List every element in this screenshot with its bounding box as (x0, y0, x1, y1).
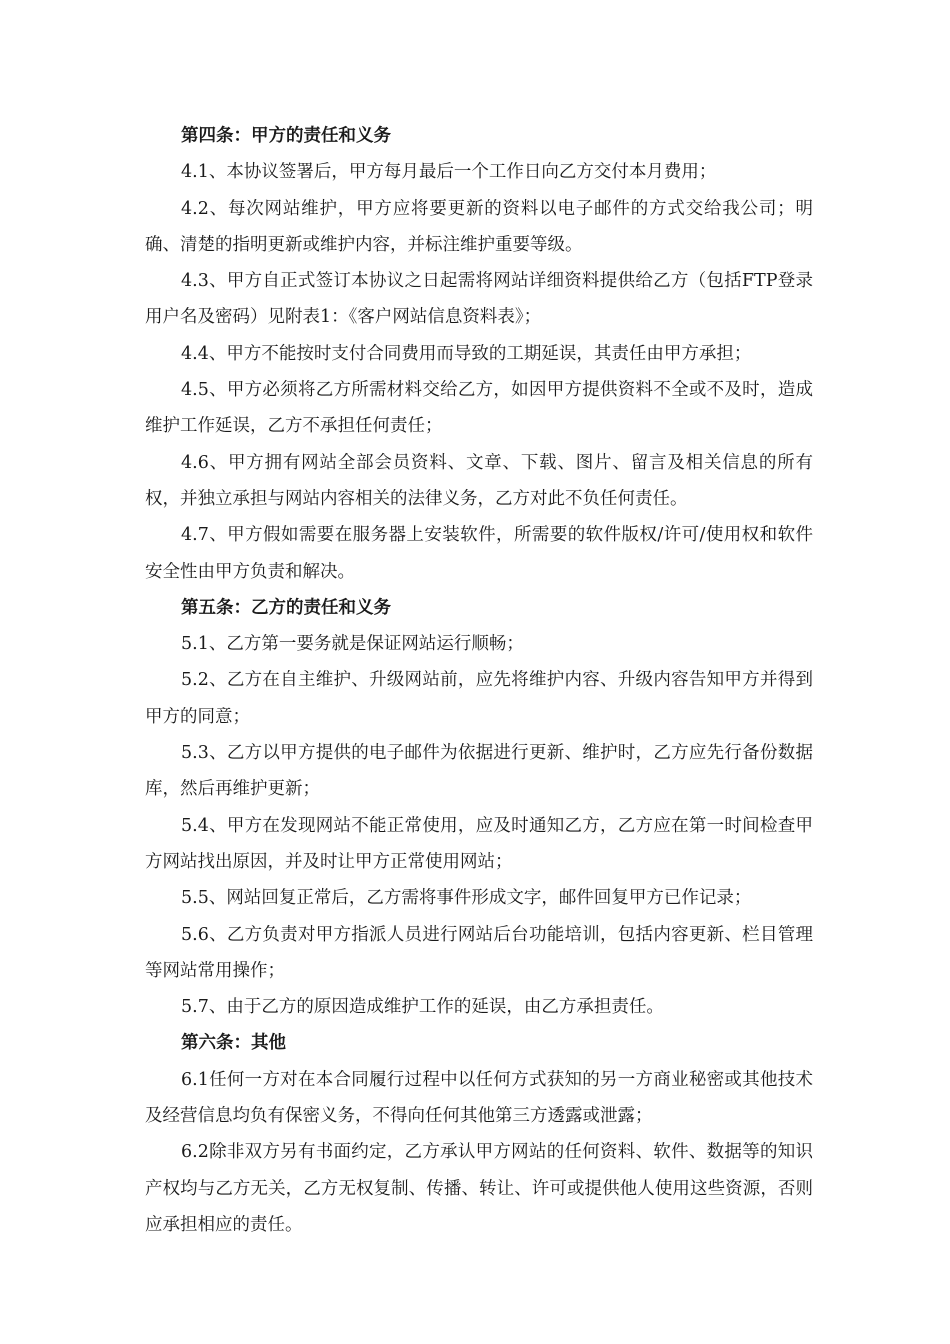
section-5 (145, 590, 813, 1026)
clause-5-1: 5.1、乙方第一要务就是保证网站运行顺畅； (181, 634, 524, 655)
clause-4-1: 4.1、本协议签署后，甲方每月最后一个工作日向乙方交付本月费用； (181, 162, 717, 183)
section-heading: 第五条：乙方的责任和义务 (181, 597, 391, 618)
clause-6-1: 6.1任何一方对在本合同履行过程中以任何方式获知的另一方商业秘密或其他技术及经营信息均负有保密义务，不得向任何其他第三方透露或泄露； (145, 1069, 813, 1127)
clause-4-6: 4.6、甲方拥有网站全部会员资料、文章、下载、图片、留言及相关信息的所有权，并独立承担与网站内容相关的法律义务，乙方对此不负任何责任。 (145, 452, 813, 509)
section-heading: 第六条：其他 (181, 1033, 286, 1054)
clause-5-2: 5.2、乙方在自主维护、升级网站前，应先将维护内容、升级内容告知甲方并得到甲方的同意； (145, 670, 813, 727)
clause-4-4: 4.4、甲方不能按时支付合同费用而导致的工期延误，其责任由甲方承担； (181, 343, 752, 364)
clause-6-2: 6.2除非双方另有书面约定，乙方承认甲方网站的任何资料、软件、数据等的知识产权均与乙方无关，乙方无权复制、传播、转让、许可或提供他人使用这些资源，否则应承担相应的责任。 (145, 1142, 813, 1235)
clause-5-5: 5.5、网站回复正常后，乙方需将事件形成文字，邮件回复甲方已作记录； (181, 888, 752, 909)
clause-5-4: 5.4、甲方在发现网站不能正常使用，应及时通知乙方，乙方应在第一时间检查甲方网站找出原因，并及时让甲方正常使用网站； (145, 815, 813, 872)
section-4 (145, 118, 813, 590)
clause-4-3: 4.3、甲方自正式签订本协议之日起需将网站详细资料提供给乙方（包括FTP登录用户名及密码）见附表1：《客户网站信息资料表》； (145, 271, 813, 328)
clause-4-5: 4.5、甲方必须将乙方所需材料交给乙方，如因甲方提供资料不全或不及时，造成维护工作延误，乙方不承担任何责任； (145, 380, 813, 437)
section-6 (145, 1025, 813, 1243)
clause-4-7: 4.7、甲方假如需要在服务器上安装软件，所需要的软件版权/许可/使用权和软件安全性由甲方负责和解决。 (145, 525, 813, 582)
section-heading: 第四条：甲方的责任和义务 (181, 126, 391, 146)
clause-5-3: 5.3、乙方以甲方提供的电子邮件为依据进行更新、维护时，乙方应先行备份数据库，然后再维护更新； (145, 743, 813, 800)
clause-5-7: 5.7、由于乙方的原因造成维护工作的延误，由乙方承担责任。 (181, 997, 664, 1018)
contract-body (145, 118, 813, 1243)
clause-5-6: 5.6、乙方负责对甲方指派人员进行网站后台功能培训，包括内容更新、栏目管理等网站常用操作； (145, 924, 813, 981)
clause-4-2: 4.2、每次网站维护，甲方应将要更新的资料以电子邮件的方式交给我公司；明确、清楚的指明更新或维护内容，并标注维护重要等级。 (145, 198, 813, 255)
